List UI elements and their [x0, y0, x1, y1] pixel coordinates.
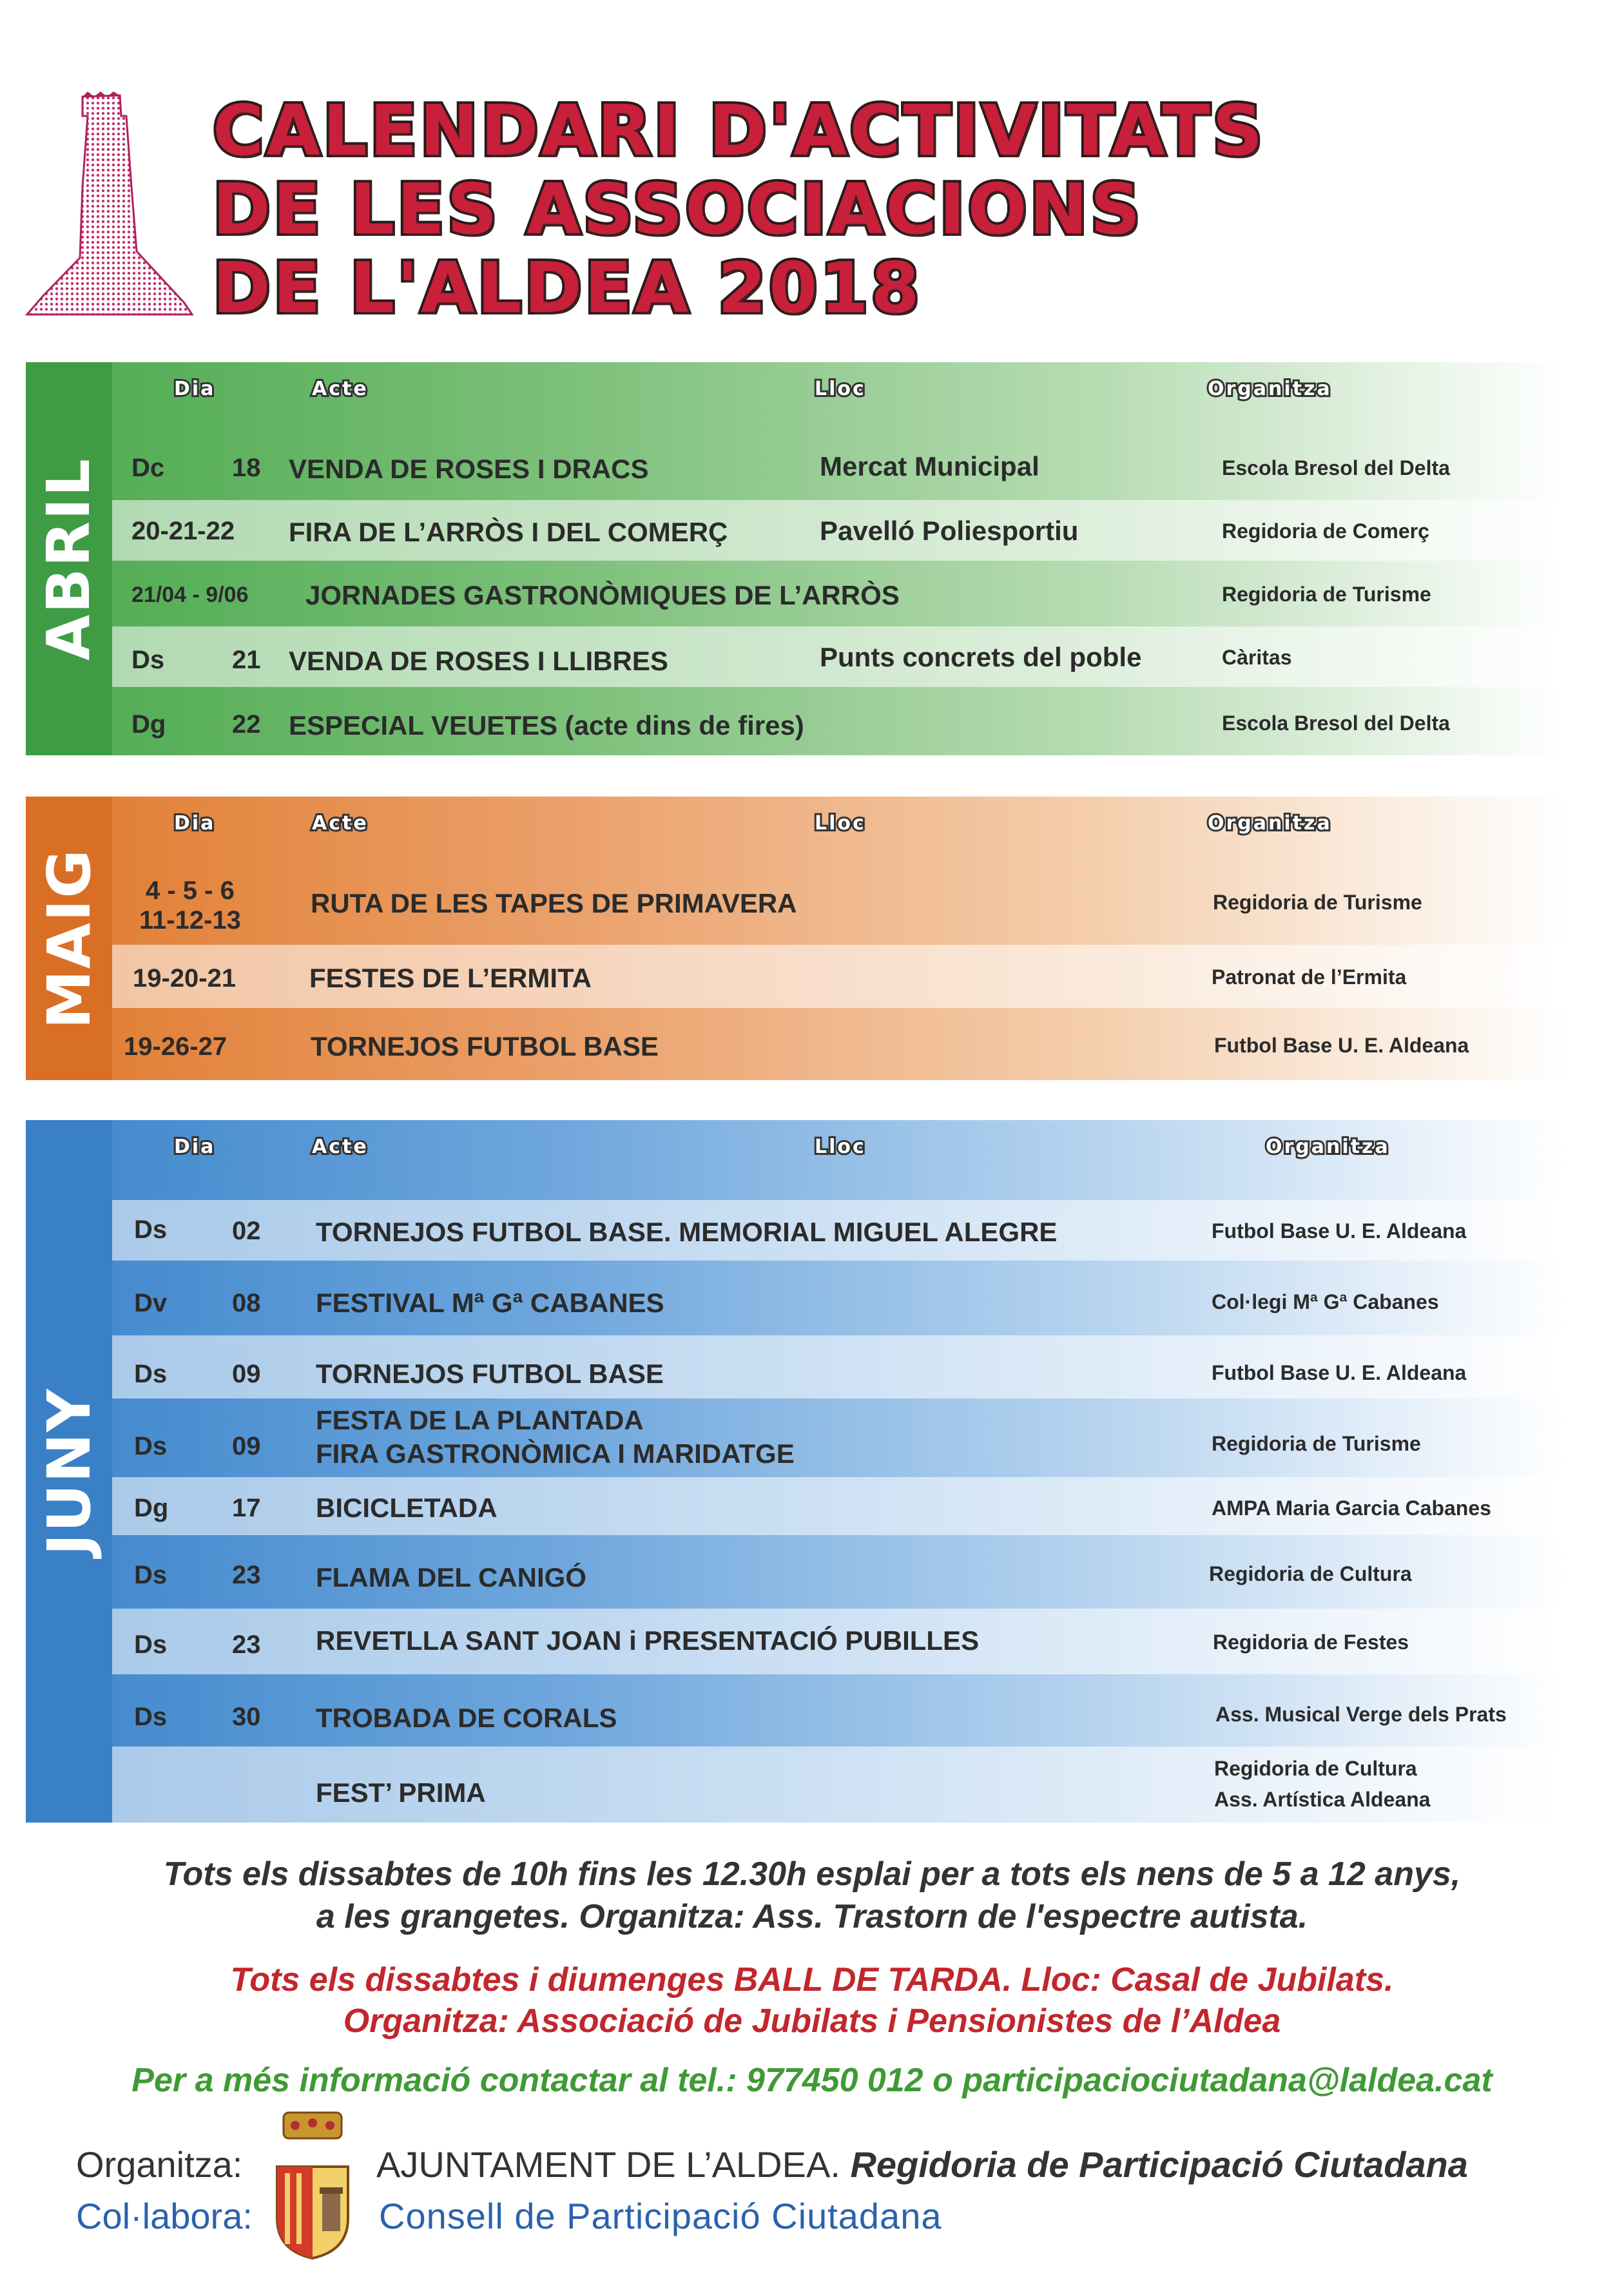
table-row	[112, 1677, 1566, 1744]
row-dow: Ds	[134, 1561, 168, 1589]
row-dow: Ds	[134, 1360, 168, 1388]
row-day: 21/04 - 9/06	[131, 583, 249, 607]
month-table	[112, 362, 1566, 755]
row-org: Regidoria de Festes	[1213, 1631, 1409, 1654]
month-name: MAIG	[34, 847, 104, 1029]
row-day: 17	[232, 1494, 261, 1522]
row-org-2: Ass. Artística Aldeana	[1214, 1788, 1431, 1811]
month-table	[112, 797, 1566, 1080]
row-day: 18	[232, 454, 261, 482]
title-line-1: CALENDARI D'ACTIVITATS	[213, 91, 1266, 171]
table-row	[112, 563, 1566, 624]
title-line-3: DE L'ALDEA 2018	[213, 248, 922, 329]
row-org: Regidoria de Turisme	[1212, 1432, 1421, 1455]
row-org: Regidoria de Comerç	[1222, 519, 1429, 543]
col-header-day: Dia	[174, 378, 216, 400]
table-row	[112, 1477, 1566, 1535]
table-row	[112, 626, 1566, 687]
col-header-org: Organitza	[1208, 378, 1332, 400]
row-day: 19-20-21	[133, 964, 237, 992]
table-row	[112, 1747, 1566, 1823]
row-dow: Dc	[131, 454, 165, 482]
row-act-2: FIRA GASTRONÒMICA I MARIDATGE	[316, 1438, 795, 1469]
row-lloc: Pavelló Poliesportiu	[820, 516, 1079, 546]
collabora-label: Col·labora:	[76, 2196, 253, 2236]
row-day: 22	[232, 710, 261, 739]
table-row	[112, 1200, 1566, 1261]
row-lloc: Mercat Municipal	[820, 451, 1039, 481]
row-act: FESTIVAL Mª Gª CABANES	[316, 1288, 664, 1318]
row-org: AMPA Maria Garcia Cabanes	[1212, 1496, 1491, 1520]
note-info: Per a més informació contactar al tel.: 977450 012 o participaciociutadana@laldea.cat	[131, 2062, 1493, 2099]
row-act: REVETLLA SANT JOAN i PRESENTACIÓ PUBILLES	[316, 1625, 980, 1656]
col-header-day: Dia	[174, 1136, 216, 1158]
month-label	[26, 1120, 112, 1823]
row-day: 4 - 5 - 6	[146, 876, 235, 905]
col-header-lloc: Lloc	[815, 378, 866, 400]
row-act: JORNADES GASTRONÒMIQUES DE L’ARRÒS	[305, 580, 900, 610]
month-name: ABRIL	[34, 457, 104, 661]
table-row	[112, 945, 1566, 1008]
row-act: TROBADA DE CORALS	[316, 1703, 617, 1733]
row-act: FESTES DE L’ERMITA	[309, 963, 592, 993]
row-dow: Dg	[134, 1494, 169, 1522]
row-day: 19-26-27	[124, 1032, 227, 1061]
table-row	[112, 1401, 1566, 1475]
row-act: FLAMA DEL CANIGÓ	[316, 1562, 586, 1592]
col-header-act: Acte	[312, 378, 369, 400]
table-row	[112, 1012, 1566, 1076]
row-day-2: 11-12-13	[139, 906, 241, 934]
month-table	[112, 1120, 1566, 1823]
tower-logo	[23, 90, 197, 316]
month-juny	[26, 1120, 1566, 1823]
consell-name: Consell de Participació Ciutadana	[379, 2196, 942, 2236]
col-header-lloc: Lloc	[815, 812, 866, 835]
municipal-coat-of-arms-icon	[271, 2109, 354, 2261]
title-line-2: DE LES ASSOCIACIONS	[213, 169, 1143, 250]
row-org: Patronat de l’Ermita	[1212, 965, 1407, 989]
table-row	[112, 690, 1566, 753]
row-act: VENDA DE ROSES I DRACS	[289, 454, 649, 484]
regidoria-name: Regidoria de Participació Ciutadana	[850, 2144, 1468, 2185]
table-row	[112, 1263, 1566, 1333]
row-org: Escola Bresol del Delta	[1222, 711, 1450, 735]
row-lloc: Punts concrets del poble	[820, 642, 1142, 672]
col-header-lloc: Lloc	[815, 1136, 866, 1158]
row-dow: Ds	[134, 1703, 168, 1731]
row-day: 21	[232, 646, 261, 674]
row-org: Regidoria de Turisme	[1222, 583, 1431, 606]
row-act: BICICLETADA	[316, 1493, 498, 1523]
row-day: 09	[232, 1432, 261, 1460]
row-org: Futbol Base U. E. Aldeana	[1212, 1219, 1467, 1243]
organitza-label: Organitza:	[76, 2144, 243, 2185]
row-dow: Ds	[131, 646, 165, 674]
row-day: 20-21-22	[131, 517, 235, 545]
row-day: 02	[232, 1217, 261, 1245]
month-label	[26, 797, 112, 1080]
row-day: 08	[232, 1289, 261, 1317]
row-org: Regidoria de Cultura	[1209, 1562, 1412, 1585]
table-row	[112, 1335, 1566, 1398]
row-dow: Dv	[134, 1289, 168, 1317]
ajuntament-name: AJUNTAMENT DE L’ALDEA.	[376, 2144, 840, 2185]
organitza-text	[376, 2144, 1468, 2185]
row-org: Ass. Musical Verge dels Prats	[1215, 1703, 1507, 1726]
row-org: Càritas	[1222, 646, 1292, 669]
row-dow: Ds	[134, 1215, 168, 1244]
row-org: Col·legi Mª Gª Cabanes	[1212, 1290, 1439, 1313]
row-org: Regidoria de Cultura	[1214, 1757, 1417, 1780]
row-act: FEST’ PRIMA	[316, 1777, 486, 1808]
note-esplai-line-2: a les grangetes. Organitza: Ass. Trastorn de l'espectre autista.	[316, 1898, 1308, 1935]
note-ball-line-2: Organitza: Associació de Jubilats i Pensionistes de l’Aldea	[343, 2002, 1281, 2040]
row-act: TORNEJOS FUTBOL BASE	[316, 1359, 664, 1389]
col-header-act: Acte	[312, 1136, 369, 1158]
month-name: JUNY	[34, 1387, 104, 1556]
row-org: Regidoria de Turisme	[1213, 891, 1422, 914]
row-act: VENDA DE ROSES I LLIBRES	[289, 646, 668, 676]
row-act: TORNEJOS FUTBOL BASE. MEMORIAL MIGUEL ALEGRE	[316, 1217, 1058, 1247]
row-dow: Dg	[131, 710, 166, 739]
row-org: Futbol Base U. E. Aldeana	[1212, 1361, 1467, 1384]
month-maig	[26, 797, 1566, 1080]
row-day: 30	[232, 1703, 261, 1731]
table-row	[112, 1538, 1566, 1606]
row-act: RUTA DE LES TAPES DE PRIMAVERA	[311, 888, 797, 918]
row-act: FESTA DE LA PLANTADA	[316, 1405, 644, 1435]
col-header-org: Organitza	[1266, 1136, 1390, 1158]
row-act: ESPECIAL VEUETES (acte dins de fires)	[289, 710, 804, 740]
row-org: Escola Bresol del Delta	[1222, 456, 1450, 479]
row-day: 23	[232, 1631, 261, 1659]
row-act: TORNEJOS FUTBOL BASE	[311, 1031, 659, 1061]
table-row	[112, 1609, 1566, 1674]
table-row	[112, 500, 1566, 561]
month-label	[26, 362, 112, 755]
col-header-day: Dia	[174, 812, 216, 835]
note-ball-line-1: Tots els dissabtes i diumenges BALL DE TARDA. Lloc: Casal de Jubilats.	[230, 1961, 1394, 1998]
table-row	[112, 434, 1566, 498]
row-act: FIRA DE L’ARRÒS I DEL COMERÇ	[289, 517, 728, 547]
row-org: Futbol Base U. E. Aldeana	[1214, 1034, 1469, 1057]
col-header-act: Acte	[312, 812, 369, 835]
table-row	[112, 861, 1566, 942]
row-day: 09	[232, 1360, 261, 1388]
row-day: 23	[232, 1561, 261, 1589]
row-dow: Ds	[134, 1432, 168, 1460]
row-dow: Ds	[134, 1631, 168, 1659]
month-abril	[26, 362, 1566, 755]
col-header-org: Organitza	[1208, 812, 1332, 835]
note-esplai-line-1: Tots els dissabtes de 10h fins les 12.30h esplai per a tots els nens de 5 a 12 anys,	[163, 1855, 1461, 1893]
